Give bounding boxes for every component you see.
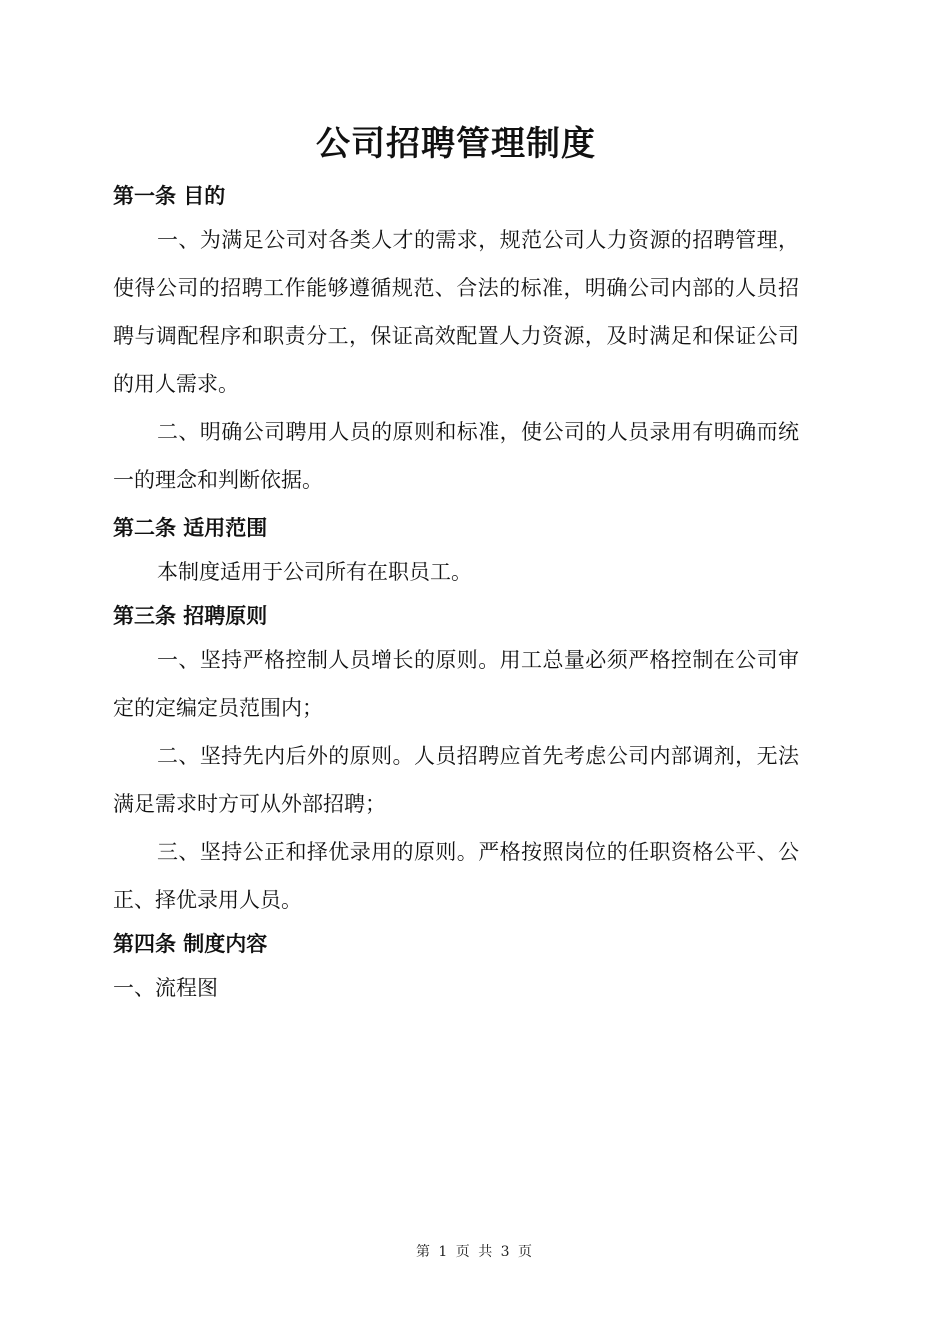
paragraph: 二、明确公司聘用人员的原则和标准，使公司的人员录用有明确而统一的理念和判断依据。: [113, 420, 799, 492]
section-heading: 第三条 招聘原则: [113, 604, 268, 628]
document-content: [113, 118, 799, 1012]
paragraph: 一、坚持严格控制人员增长的原则。用工总量必须严格控制在公司审定的定编定员范围内；: [113, 648, 799, 720]
section-principles: [113, 596, 799, 924]
section-heading: 第一条 目的: [113, 184, 226, 208]
paragraph: 一、流程图: [113, 976, 218, 1000]
paragraph: 二、坚持先内后外的原则。人员招聘应首先考虑公司内部调剂，无法满足需求时方可从外部招聘；: [113, 744, 799, 816]
section-heading: 第四条 制度内容: [113, 932, 268, 956]
section-purpose: [113, 176, 799, 504]
section-scope: [113, 508, 799, 596]
paragraph: 一、为满足公司对各类人才的需求，规范公司人力资源的招聘管理，使得公司的招聘工作能够遵循规范、合法的标准，明确公司内部的人员招聘与调配程序和职责分工，保证高效配置人力资源，及时满足和保证公司的用人需求。: [113, 228, 799, 396]
paragraph: 本制度适用于公司所有在职员工。: [157, 560, 472, 584]
page-number-footer: 第 1 页 共 3 页: [415, 1244, 535, 1260]
document-title: 公司招聘管理制度: [316, 124, 596, 164]
section-content: [113, 924, 799, 1012]
section-heading: 第二条 适用范围: [113, 516, 268, 540]
paragraph: 三、坚持公正和择优录用的原则。严格按照岗位的任职资格公平、公正、择优录用人员。: [113, 840, 799, 912]
